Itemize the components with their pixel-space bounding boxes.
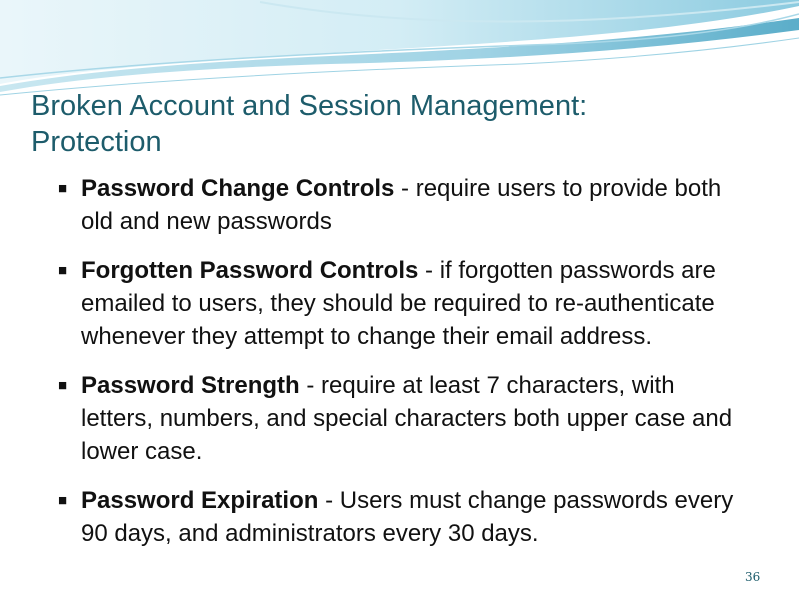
bullet-term: Password Strength bbox=[81, 372, 300, 399]
bullet-text: - require users to provide both old and new passwords bbox=[81, 175, 722, 235]
bullet-term: Password Expiration bbox=[81, 487, 319, 514]
bullet-text: - Users must change passwords every 90 days, and administrators every 30 days. bbox=[81, 487, 734, 547]
square-bullet-icon: ■ bbox=[58, 377, 68, 394]
square-bullet-icon: ■ bbox=[58, 262, 68, 279]
bullet-text: - require at least 7 characters, with letters, numbers, and special characters both upper case and lower case. bbox=[81, 372, 733, 465]
square-bullet-icon: ■ bbox=[58, 492, 68, 509]
header-wave-decoration bbox=[0, 0, 799, 100]
bullet-list bbox=[58, 172, 748, 566]
square-bullet-icon: ■ bbox=[58, 180, 68, 197]
slide-title bbox=[31, 88, 751, 160]
bullet-item-password-expiration bbox=[58, 484, 748, 550]
bullet-term: Password Change Controls bbox=[81, 175, 395, 202]
bullet-item-password-strength bbox=[58, 369, 748, 468]
bullet-text: - if forgotten passwords are emailed to users, they should be required to re-authenticate whenever they attempt to change their email address. bbox=[81, 257, 716, 350]
slide-title-line-2: Protection bbox=[31, 126, 162, 158]
bullet-item-password-change-controls bbox=[58, 172, 748, 238]
page-number: 36 bbox=[745, 570, 761, 584]
bullet-term: Forgotten Password Controls bbox=[81, 257, 419, 284]
bullet-item-forgotten-password-controls bbox=[58, 254, 748, 353]
slide-title-line-1: Broken Account and Session Management: bbox=[31, 90, 588, 122]
